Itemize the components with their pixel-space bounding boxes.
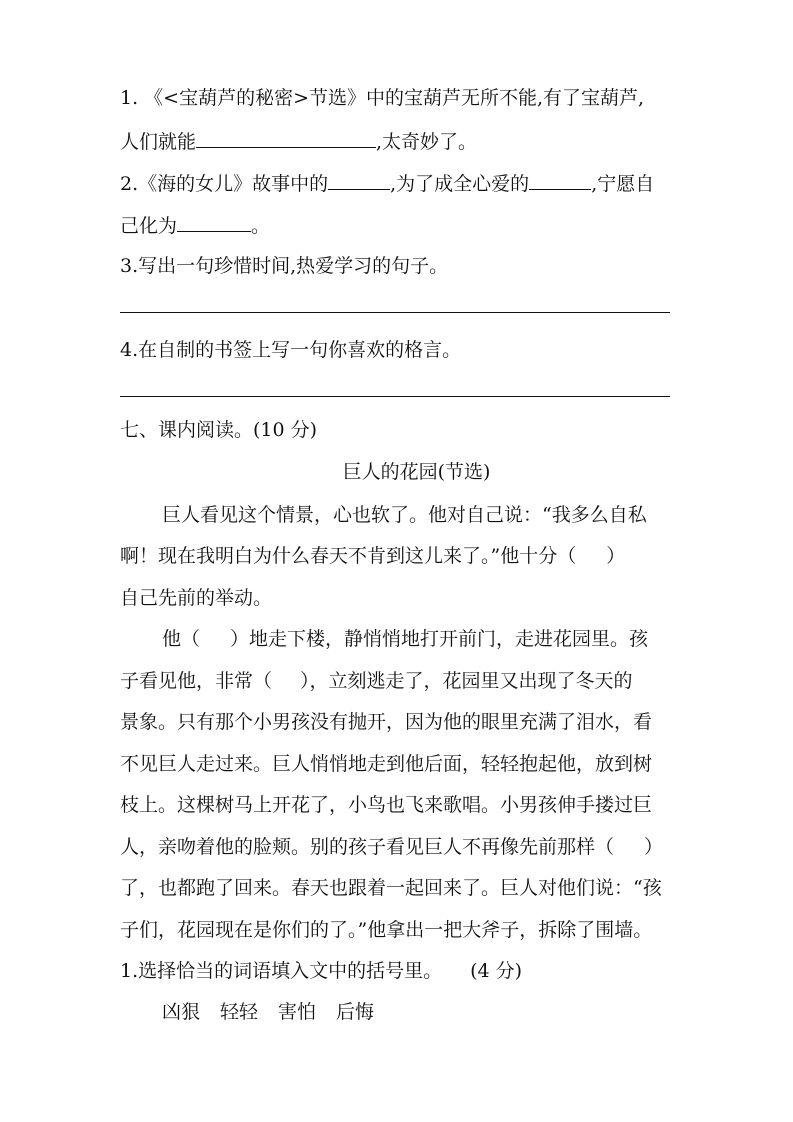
section-heading-text: 七、课内阅读。(10 分) [120,419,318,441]
passage-text: 子看见他，非常（ [120,670,273,692]
answer-line-q3[interactable] [120,312,670,313]
answer-blank-q2-c[interactable] [177,213,251,232]
passage-text: 他（ [162,628,201,650]
passage-title [20,460,793,484]
passage-text: 了，也都跑了回来。春天也跟着一起回来了。巨人对他们说：“孩 [120,877,662,899]
question-4-text: 4.在自制的书签上写一句你喜欢的格言。 [120,339,462,361]
passage-text: ） [606,545,626,567]
question-2-text-after: 。 [251,215,271,237]
word-choice: 后悔 [336,1001,375,1023]
section-7-heading [120,418,317,442]
answer-blank-q2-b[interactable] [529,171,591,190]
word-choices [162,1000,374,1024]
passage-text: ），立刻逃走了，花园里又出现了冬天的 [300,670,633,692]
passage-text: 枝上。这棵树马上开花了，小鸟也飞来歌唱。小男孩伸手搂过巨 [120,794,653,816]
passage-line [120,710,652,734]
passage-line [120,752,652,776]
sub-question-points: (4 分) [470,960,523,982]
passage-line [120,876,662,900]
passage-line [120,918,652,942]
passage-line [120,669,633,693]
passage-title-text: 巨人的花园(节选) [342,461,491,483]
question-3 [120,254,448,278]
question-1-text-after: ,太奇妙了。 [376,131,478,153]
passage-text: 巨人看见这个情景，心也软了。他对自己说：“我多么自私 [162,504,647,526]
sub-question-1 [120,959,522,983]
answer-line-q4[interactable] [120,396,670,397]
passage-text: 人，亲吻着他的脸颊。别的孩子看见巨人不再像先前那样（ [120,836,615,858]
answer-blank-q1[interactable] [196,129,376,148]
passage-text: 景象。只有那个小男孩没有抛开，因为他的眼里充满了泪水，看 [120,711,653,733]
passage-line [162,503,647,527]
passage-line [120,793,652,817]
passage-line [120,544,625,568]
passage-line [120,835,663,859]
question-2-line-2 [120,213,270,238]
passage-text: ） [644,836,664,858]
passage-text: 不见巨人走过来。巨人悄悄地走到他后面，轻轻抱起他，放到树 [120,753,653,775]
passage-text: 啊！现在我明白为什么春天不肯到这儿来了。”他十分（ [120,545,577,567]
answer-blank-q2-a[interactable] [328,171,390,190]
question-1-text: 1. 《<宝葫芦的秘密>节选》中的宝葫芦无所不能,有了宝葫芦, [120,87,645,109]
question-2-text-before: 己化为 [120,215,178,237]
sub-question-text: 1.选择恰当的词语填入文中的括号里。 [120,960,443,982]
question-4 [120,338,461,362]
passage-text: 自己先前的举动。 [120,587,273,609]
question-1-line-1 [120,86,644,110]
question-1-line-2 [120,129,477,154]
passage-text: 子们，花园现在是你们的了。”他拿出一把大斧子，拆除了围墙。 [120,919,653,941]
word-choice: 轻轻 [220,1001,259,1023]
question-3-text: 3.写出一句珍惜时间,热爱学习的句子。 [120,255,449,277]
word-choice: 凶狠 [162,1001,201,1023]
question-2-text-c: ,宁愿自 [591,173,655,195]
question-1-text-before: 人们就能 [120,131,197,153]
question-2-line-1 [120,171,654,196]
word-choice: 害怕 [278,1001,317,1023]
question-2-text-b: ,为了成全心爱的 [390,173,530,195]
passage-text: ）地走下楼，静悄悄地打开前门，走进花园里。孩 [230,628,649,650]
question-2-text-a: 2.《海的女儿》故事中的 [120,173,329,195]
passage-line [162,627,648,651]
passage-line [120,586,272,610]
